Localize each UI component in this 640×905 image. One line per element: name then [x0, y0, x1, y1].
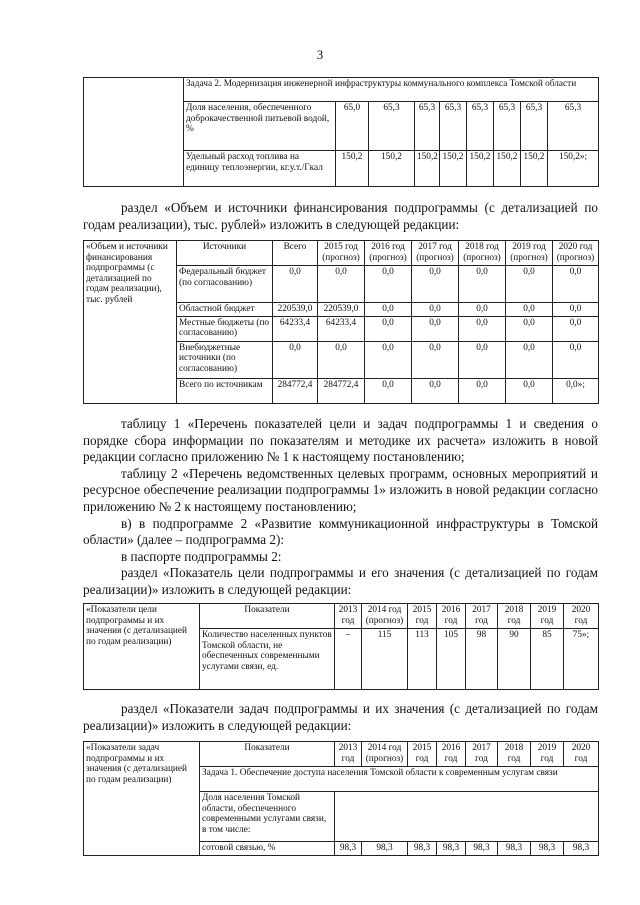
value-cell: 98,3	[466, 842, 498, 856]
header-cell: 2017 год	[466, 742, 498, 767]
source-cell: Всего по источникам	[177, 378, 273, 403]
value-cell: 113	[408, 629, 437, 690]
page-number: 3	[316, 47, 324, 62]
row-label: «Объем и источники финансирования подпрограммы (с детализацией по годам реализации), тыс. рублей	[84, 241, 177, 404]
value-cell: 0,0	[273, 266, 318, 303]
value-cell: 0,0	[506, 303, 553, 317]
value-cell: 65,3	[369, 102, 415, 151]
task-title: Задача 2. Модернизация инженерной инфраструктуры коммунального комплекса Томской области	[184, 78, 599, 102]
value-cell: 65,3	[415, 102, 440, 151]
paragraph-text: раздел «Показатели задач подпрограммы и их значения (с детализацией по годам реализации)» изложить в следующей редакции:	[83, 701, 598, 733]
header-cell: Всего	[273, 241, 318, 266]
value-cell: 0,0	[459, 316, 506, 341]
value-cell: 150,2	[521, 151, 548, 187]
value-cell: 0,0	[412, 303, 459, 317]
value-cell: 0,0	[412, 266, 459, 303]
value-cell: 98,3	[335, 842, 362, 856]
paragraph-text: раздел «Объем и источники финансирования подпрограммы (с детализацией по годам реализации), тыс. рублей» изложить в следующей редакции:	[83, 200, 598, 232]
value-cell: 150,2	[494, 151, 521, 187]
value-cell: 150,2	[467, 151, 494, 187]
header-cell: 2018 год	[498, 742, 531, 767]
value-cell: 150,2»;	[548, 151, 599, 187]
paragraph-text: в) в подпрограмме 2 «Развитие коммуникационной инфраструктуры в Томской области» (далее – подпрограмма 2):	[83, 515, 598, 548]
header-cell: 2014 год (прогноз)	[362, 742, 408, 767]
value-cell: 98,3	[531, 842, 564, 856]
value-cell: 0,0	[412, 378, 459, 403]
value-cell: 0,0	[365, 378, 412, 403]
row-label: «Показатели цели подпрограммы и их значения (с детализацией по годам реализации)	[84, 604, 200, 690]
header-cell: 2019 год (прогноз)	[506, 241, 553, 266]
value-cell: 98,3	[437, 842, 466, 856]
goal-indicator-table	[83, 603, 599, 690]
value-cell: 65,3	[521, 102, 548, 151]
header-cell: 2015 год	[408, 604, 437, 629]
header-cell: 2015 год (прогноз)	[318, 241, 365, 266]
paragraph-text: таблицу 1 «Перечень показателей цели и задач подпрограммы 1 и сведения о порядке сбора информации по показателям и методике их расчета» изложить в новой редакции согласно приложению № 1 к настоящему постановлению;	[83, 416, 598, 465]
value-cell: 98,3	[498, 842, 531, 856]
paragraph-text: раздел «Показатель цели подпрограммы и его значения (с детализацией по годам реализации)» изложить в следующей редакции:	[83, 565, 598, 597]
indicator-label: сотовой связью, %	[200, 842, 335, 856]
value-cell: 65,3	[467, 102, 494, 151]
value-cell: 85	[531, 629, 564, 690]
value-cell: 98	[466, 629, 498, 690]
value-cell: 0,0	[459, 266, 506, 303]
paragraph-task-indicators	[83, 701, 598, 734]
empty-cell	[84, 78, 184, 187]
header-cell: 2019 год	[531, 742, 564, 767]
value-cell: 0,0	[318, 341, 365, 378]
value-cell: 65,0	[336, 102, 369, 151]
value-cell: 150,2	[440, 151, 467, 187]
header-cell: 2016 год	[437, 604, 466, 629]
header-cell: 2016 год (прогноз)	[365, 241, 412, 266]
value-cell: 0,0	[365, 266, 412, 303]
value-cell: 0,0	[553, 341, 599, 378]
value-cell: 220539,0	[273, 303, 318, 317]
indicator-label: Доля населения, обеспеченного доброкачественной питьевой водой, %	[184, 102, 336, 151]
header-cell: 2013 год	[335, 742, 362, 767]
value-cell: 0,0	[365, 341, 412, 378]
value-cell: 98,3	[564, 842, 599, 856]
paragraph-financing	[83, 200, 598, 233]
header-cell: 2015 год	[408, 742, 437, 767]
indicators-table-task2	[83, 77, 599, 187]
header-cell: 2019 год	[531, 604, 564, 629]
value-cell: 0,0	[273, 341, 318, 378]
source-cell: Местные бюджеты (по согласованию)	[177, 316, 273, 341]
source-cell: Областной бюджет	[177, 303, 273, 317]
value-cell: 115	[362, 629, 408, 690]
value-cell: 284772,4	[273, 378, 318, 403]
header-cell: 2013 год	[335, 604, 362, 629]
header-cell: 2020 год	[564, 604, 599, 629]
header-cell: 2020 год	[564, 742, 599, 767]
indicator-label: Доля населения Томской области, обеспеченного современными услугами связи, в том числе:	[200, 792, 335, 842]
value-cell: 0,0	[365, 303, 412, 317]
value-cell: 98,3	[408, 842, 437, 856]
header-cell: 2020 год (прогноз)	[553, 241, 599, 266]
task-indicator-table	[83, 741, 599, 856]
value-cell: 105	[437, 629, 466, 690]
header-cell: 2017 год	[466, 604, 498, 629]
value-cell: 64233,4	[273, 316, 318, 341]
value-cell: 65,3	[440, 102, 467, 151]
header-cell: 2016 год	[437, 742, 466, 767]
header-cell: 2017 год (прогноз)	[412, 241, 459, 266]
source-cell: Федеральный бюджет (по согласованию)	[177, 266, 273, 303]
value-cell: 0,0	[459, 341, 506, 378]
value-cell: 150,2	[369, 151, 415, 187]
value-cell: 220539,0	[318, 303, 365, 317]
value-cell: 0,0	[553, 316, 599, 341]
value-cell: 0,0	[365, 316, 412, 341]
header-cell: 2018 год	[498, 604, 531, 629]
value-cell: 98,3	[362, 842, 408, 856]
task-title: Задача 1. Обеспечение доступа населения Томской области к современным услугам связи	[200, 767, 599, 792]
value-cell: 64233,4	[318, 316, 365, 341]
header-cell: 2014 год (прогноз)	[362, 604, 408, 629]
header-cell: Показатели	[200, 604, 335, 629]
value-cell: 65,3	[494, 102, 521, 151]
header-cell: Показатели	[200, 742, 335, 767]
value-cell: 90	[498, 629, 531, 690]
value-cell: 150,2	[415, 151, 440, 187]
value-cell: 0,0	[506, 316, 553, 341]
value-cell: 0,0	[506, 378, 553, 403]
value-cell: 150,2	[336, 151, 369, 187]
indicator-label: Удельный расход топлива на единицу теплоэнергии, кг.у.т./Гкал	[184, 151, 336, 187]
value-cell: –	[335, 629, 362, 690]
value-cell: 0,0	[506, 341, 553, 378]
header-sources: Источники	[177, 241, 273, 266]
value-cell: 0,0»;	[553, 378, 599, 403]
financing-table	[83, 240, 599, 404]
value-cell: 0,0	[459, 378, 506, 403]
source-cell: Внебюджетные источники (по согласованию)	[177, 341, 273, 378]
value-cell: 284772,4	[318, 378, 365, 403]
row-label: «Показатели задач подпрограммы и их значения (с детализацией по годам реализации)	[84, 742, 200, 856]
value-cell: 0,0	[506, 266, 553, 303]
header-cell: 2018 год (прогноз)	[459, 241, 506, 266]
value-cell: 0,0	[553, 266, 599, 303]
value-cell: 0,0	[412, 316, 459, 341]
value-cell: 0,0	[412, 341, 459, 378]
value-cell: 0,0	[318, 266, 365, 303]
value-cell: 0,0	[459, 303, 506, 317]
empty-cell	[335, 792, 599, 842]
value-cell: 0,0	[553, 303, 599, 317]
value-cell: 65,3	[548, 102, 599, 151]
indicator-label: Количество населенных пунктов Томской области, не обеспеченных современными услугами связи, ед.	[200, 629, 335, 690]
paragraph-text: в паспорте подпрограммы 2:	[121, 548, 282, 564]
paragraph-block-amendments	[83, 416, 598, 599]
value-cell: 75»;	[564, 629, 599, 690]
paragraph-text: таблицу 2 «Перечень ведомственных целевых программ, основных мероприятий и ресурсное обеспечение реализации подпрограммы 1» изложить в новой редакции согласно приложению № 2 к настоящему постановлению;	[83, 465, 598, 514]
